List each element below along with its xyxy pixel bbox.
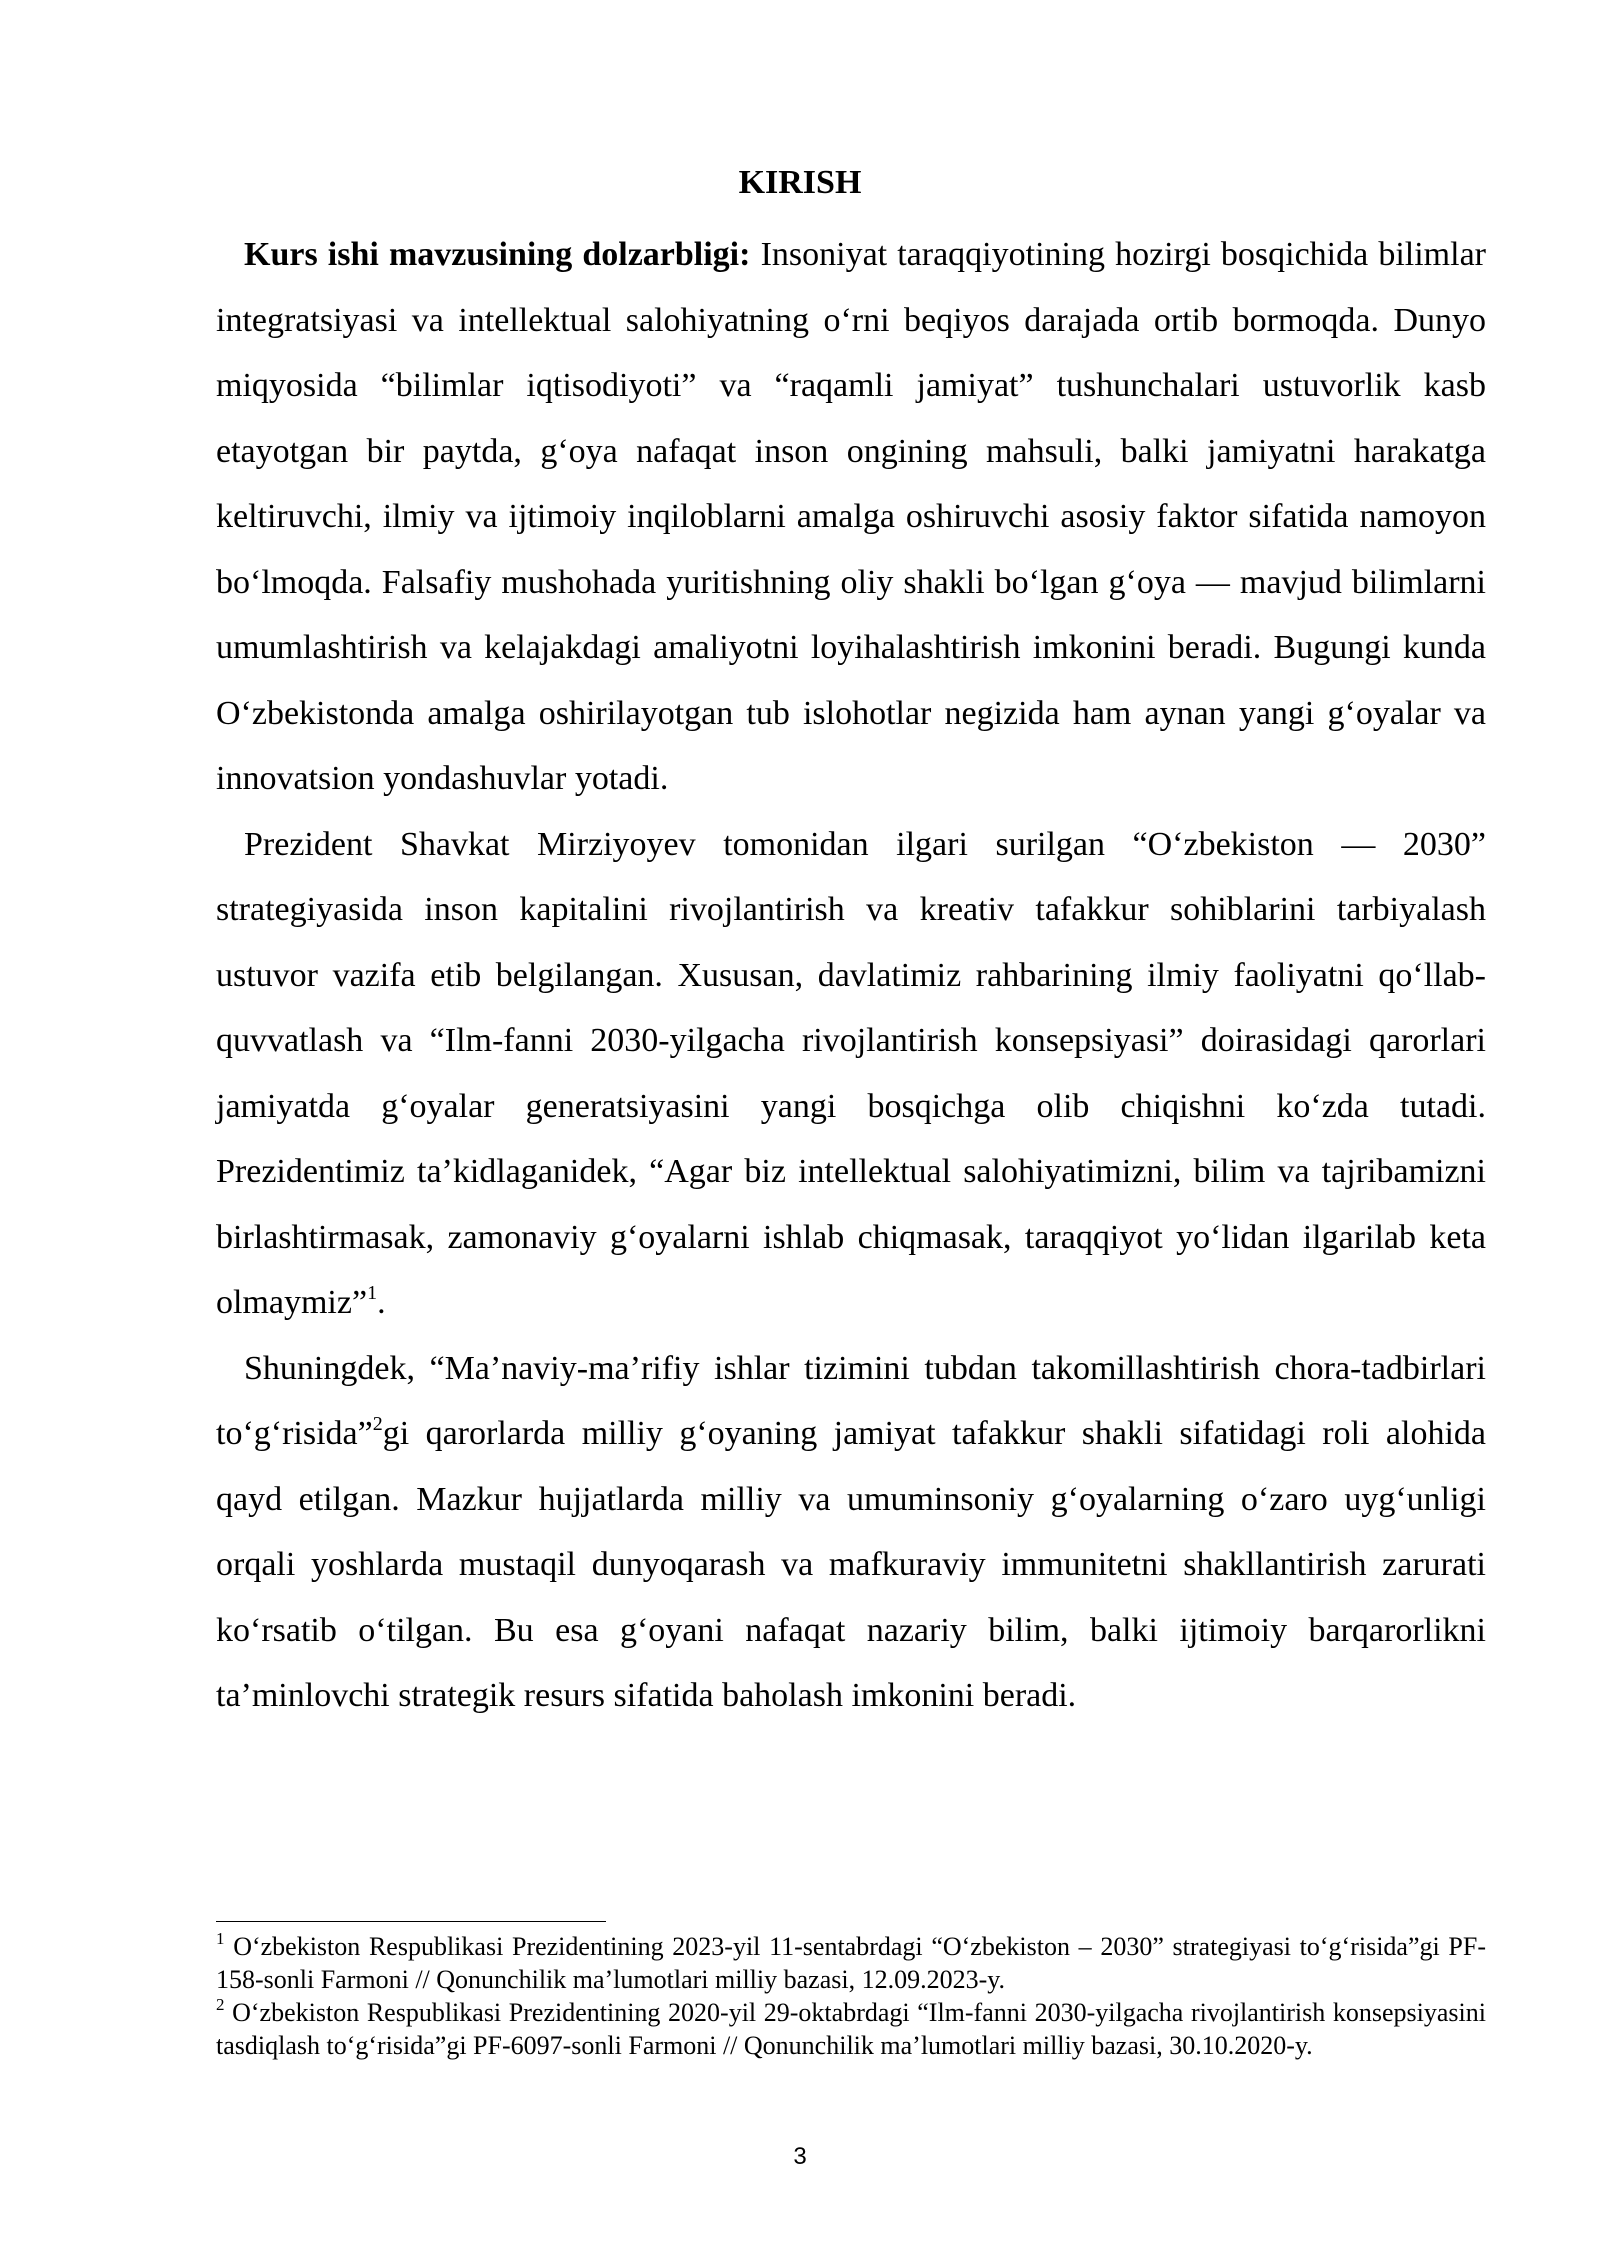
paragraph-text: gi qarorlarda milliy g‘oyaning jamiyat tafakkur shakli sifatidagi roli alohida qayd etilgan. Mazkur hujjatlarda milliy va umuminsoniy g‘oyalarning o‘zaro uyg‘unligi orqali yoshlarda mustaqil dunyoqarash va mafkuraviy immunitetni shakllantirish zarurati ko‘rsatib o‘tilgan. Bu esa g‘oyani nafaqat nazariy bilim, balki ijtimoiy barqarorlikni ta’minlovchi strategik resurs sifatida baholash imkonini beradi. <box>216 1415 1486 1714</box>
footnote-2 <box>216 1996 1486 2062</box>
paragraph-end: . <box>377 1284 386 1321</box>
paragraph-lead: Kurs ishi mavzusining dolzarbligi: <box>244 236 751 273</box>
paragraph-text: Insoniyat taraqqiyotining hozirgi bosqichida bilimlar integratsiyasi va intellektual salohiyatning o‘rni beqiyos darajada ortib bormoqda. Dunyo miqyosida “bilimlar iqtisodiyoti” va “raqamli jamiyat” tushunchalari ustuvorlik kasb etayotgan bir paytda, g‘oya nafaqat inson ongining mahsuli, balki jamiyatni harakatga keltiruvchi, ilmiy va ijtimoiy inqiloblarni amalga oshiruvchi asosiy faktor sifatida namoyon bo‘lmoqda. Falsafiy mushohada yuritishning oliy shakli bo‘lgan g‘oya — mavjud bilimlarni umumlashtirish va kelajakdagi amaliyotni loyihalashtirish imkonini beradi. Bugungi kunda O‘zbekistonda amalga oshirilayotgan tub islohotlar negizida ham aynan yangi g‘oyalar va innovatsion yondashuvlar yotadi. <box>216 236 1486 797</box>
paragraph-relevance <box>216 222 1486 812</box>
page-title: KIRISH <box>738 164 862 201</box>
page-number: 3 <box>793 2143 807 2170</box>
footnote-separator <box>216 1921 606 1922</box>
footnote-ref-1[interactable]: 1 <box>367 1282 378 1304</box>
paragraph-decree <box>216 1336 1486 1729</box>
footnote-text: O‘zbekiston Respublikasi Prezidentining 2023-yil 11-sentabrdagi “O‘zbekiston – 2030” strategiyasi to‘g‘risida”gi PF-158-sonli Farmoni // Qonunchilik ma’lumotlari milliy bazasi, 12.09.2023-y. <box>216 1932 1486 1994</box>
paragraph-text: Prezident Shavkat Mirziyoyev tomonidan ilgari surilgan “O‘zbekiston — 2030” strategiyasida inson kapitalini rivojlantirish va kreativ tafakkur sohiblarini tarbiyalash ustuvor vazifa etib belgilangan. Xususan, davlatimiz rahbarining ilmiy faoliyatni qo‘llab-quvvatlash va “Ilm-fanni 2030-yilgacha rivojlantirish konsepsiyasi” doirasidagi qarorlari jamiyatda g‘oyalar generatsiyasini yangi bosqichga olib chiqishni ko‘zda tutadi. Prezidentimiz ta’kidlaganidek, “Agar biz intellektual salohiyatimizni, bilim va tajribamizni birlashtirmasak, zamonaviy g‘oyalarni ishlab chiqmasak, taraqqiyot yo‘lidan ilgarilab keta olmaymiz” <box>216 825 1486 1321</box>
footnote-ref-2[interactable]: 2 <box>372 1413 383 1435</box>
footnote-1 <box>216 1930 1486 1996</box>
footnotes <box>216 1930 1486 2062</box>
paragraph-text: Shuningdek, “Ma’naviy-ma’rifiy ishlar tizimini tubdan takomillashtirish chora-tadbirlari to‘g‘risida” <box>216 1349 1486 1452</box>
footnote-number: 2 <box>216 1995 225 2014</box>
body-text <box>216 222 1486 1729</box>
footnote-text: O‘zbekiston Respublikasi Prezidentining 2020-yil 29-oktabrdagi “Ilm-fanni 2030-yilgacha rivojlantirish konsepsiyasini tasdiqlash to‘g‘risida”gi PF-6097-sonli Farmoni // Qonunchilik ma’lumotlari milliy bazasi, 30.10.2020-y. <box>216 1998 1486 2060</box>
footnote-number: 1 <box>216 1929 225 1948</box>
paragraph-strategy <box>216 812 1486 1336</box>
